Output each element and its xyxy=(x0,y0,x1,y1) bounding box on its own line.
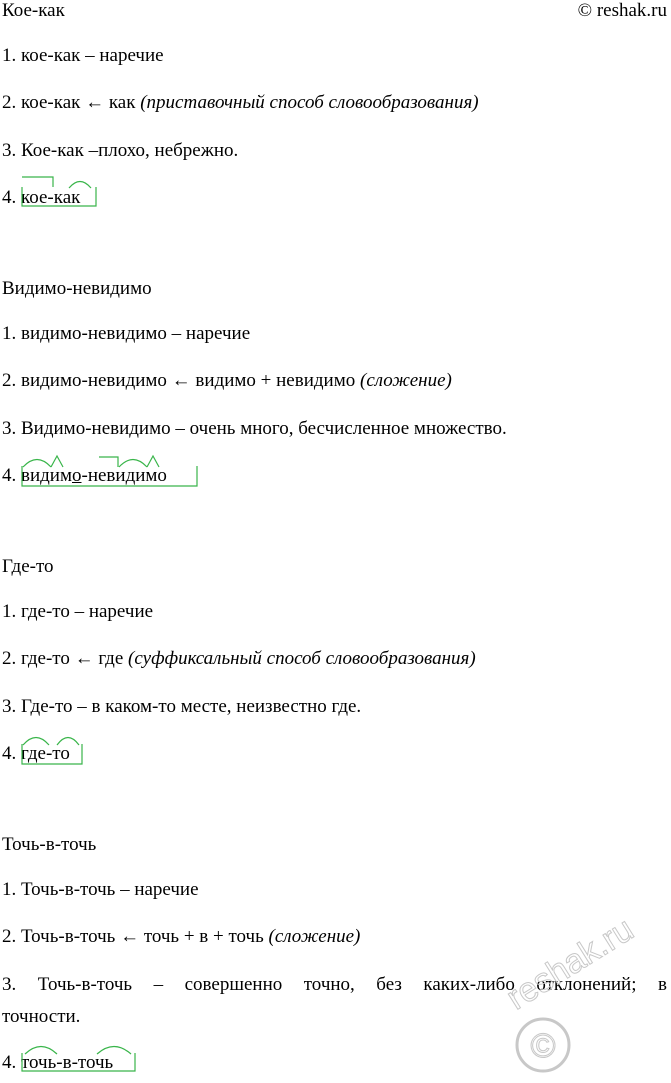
gde-to-meaning: 3. Где-то – в каком-то месте, неизвестно где. xyxy=(2,696,362,717)
gde-to-part-of-speech: 1. где-то – наречие xyxy=(2,601,154,622)
word-part: видим xyxy=(21,465,72,486)
copyright-label: © reshak.ru xyxy=(577,0,667,21)
gde-to-morpheme-parse xyxy=(2,743,70,765)
koe-kak-derivation xyxy=(2,92,479,114)
gde-to-derivation xyxy=(2,648,476,670)
derivation-method: (сложение) xyxy=(268,926,361,947)
morpheme-word xyxy=(21,465,167,487)
morpheme-word xyxy=(21,743,70,765)
item-number: 4. xyxy=(2,743,17,764)
prefix-mark xyxy=(22,177,53,187)
koe-kak-morpheme-parse xyxy=(2,187,80,209)
watermark-circle xyxy=(517,1019,569,1071)
section-title-koe-kak: Кое-как xyxy=(2,0,65,21)
watermark-symbol: © xyxy=(530,1027,556,1065)
morpheme-word xyxy=(21,187,80,209)
derivation-method: (сложение) xyxy=(360,370,452,391)
derivation-text: 2. кое-как ← как xyxy=(2,92,136,113)
item-number: 4. xyxy=(2,187,17,208)
toch-meaning-line-2: точности. xyxy=(2,1006,81,1027)
toch-meaning-line-1: 3. Точь-в-точь – совершенно точно, без каких-либо отклонений; в xyxy=(2,974,667,995)
vidimo-meaning: 3. Видимо-невидимо – очень много, бесчисленное множество. xyxy=(2,418,507,439)
derivation-text: 2. видимо-невидимо ← видимо + невидимо xyxy=(2,370,356,391)
toch-derivation xyxy=(2,926,360,948)
koe-kak-meaning: 3. Кое-как –плохо, небрежно. xyxy=(2,140,239,161)
morpheme-word xyxy=(21,1052,113,1074)
vidimo-morpheme-parse xyxy=(2,465,167,487)
word-part: -невидимо xyxy=(81,465,167,486)
toch-morpheme-parse xyxy=(2,1052,113,1074)
item-number: 4. xyxy=(2,465,17,486)
word-text: кое-как xyxy=(21,187,81,208)
reshak-watermark xyxy=(481,910,671,1083)
section-title-gde-to: Где-то xyxy=(2,556,54,577)
koe-kak-part-of-speech: 1. кое-как – наречие xyxy=(2,45,164,66)
derivation-method: (суффиксальный способ словообразования) xyxy=(128,648,476,669)
interfix-letter: о xyxy=(72,465,82,486)
vidimo-derivation xyxy=(2,370,452,392)
derivation-method: (приставочный способ словообразования) xyxy=(140,92,479,113)
derivation-text: 2. где-то ← где xyxy=(2,648,124,669)
derivation-text: 2. Точь-в-точь ← точь + в + точь xyxy=(2,926,264,947)
word-text: где-то xyxy=(21,743,70,764)
item-number: 4. xyxy=(2,1052,17,1073)
watermark-text: reshak.ru xyxy=(500,910,641,1018)
word-text: точь-в-точь xyxy=(21,1052,114,1073)
toch-part-of-speech: 1. Точь-в-точь – наречие xyxy=(2,879,199,900)
section-title-vidimo-nevidimo: Видимо-невидимо xyxy=(2,278,152,299)
vidimo-part-of-speech: 1. видимо-невидимо – наречие xyxy=(2,323,251,344)
section-title-toch-v-toch: Точь-в-точь xyxy=(2,834,97,855)
